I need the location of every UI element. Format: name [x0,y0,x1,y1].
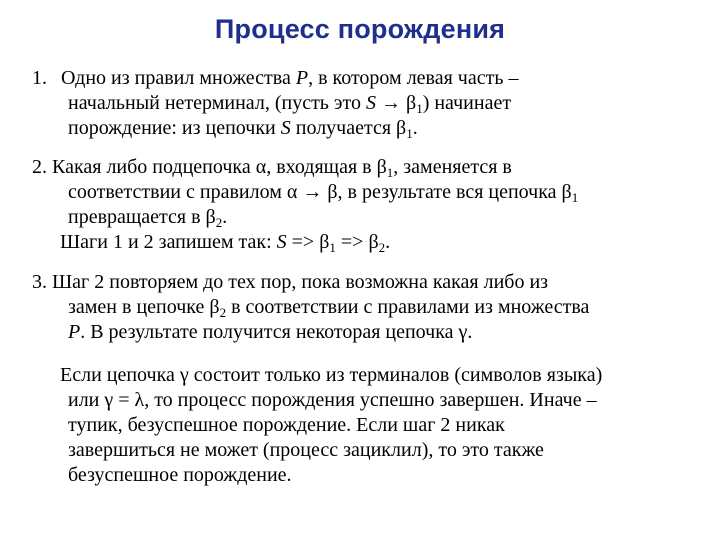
item-2-line-3: превращается в $\beta_2$. [68,206,228,230]
item-number: 1. [32,67,47,89]
final-line-3: тупик, безуспешное порождение. Если шаг 2 никак [68,414,505,436]
item-3-line-1: 3. Шаг 2 повторяем до тех пор, пока возможна какая либо из [32,271,549,293]
item-number: 3. [32,271,47,293]
final-line-4: завершиться не может (процесс зациклил), то это также [68,439,544,461]
item-2-line-2: соответствии с правилом α → β, в результате вся цепочка $\beta_1$ [68,181,579,205]
item-1-line-2: начальный нетерминал, (пусть это $S \to \beta_1$) начинает [68,92,512,116]
rule-item-3 [0,270,720,345]
rule-item-2 [0,155,720,255]
rule-item-1 [0,66,720,141]
item-number: 2. [32,156,47,178]
final-line-1: Если цепочка γ состоит только из терминалов (символов языка) [60,364,603,386]
item-1-line-3: порождение: из цепочки S получается $\beta_1$. [68,117,418,141]
item-3-line-3: P. В результате получится некоторая цепочка γ. [68,321,473,343]
slide-title: Процесс порождения [214,14,506,44]
slide-body [0,66,720,488]
final-paragraph [0,363,720,488]
final-line-2: или γ = λ, то процесс порождения успешно завершен. Иначе – [68,389,597,411]
item-2-line-1: 2. Какая либо подцепочка α, входящая в $\beta_1$, заменяется в [32,156,512,180]
item-1-line-1: 1. Одно из правил множества P, в котором левая часть – [32,67,519,89]
item-2-line-4: Шаги 1 и 2 запишем так: $S => \beta_1 => \beta_2$. [60,231,391,255]
final-line-5: безуспешное порождение. [68,464,292,486]
item-3-line-2: замен в цепочке $\beta_2$ в соответствии с правилами из множества [68,296,590,320]
